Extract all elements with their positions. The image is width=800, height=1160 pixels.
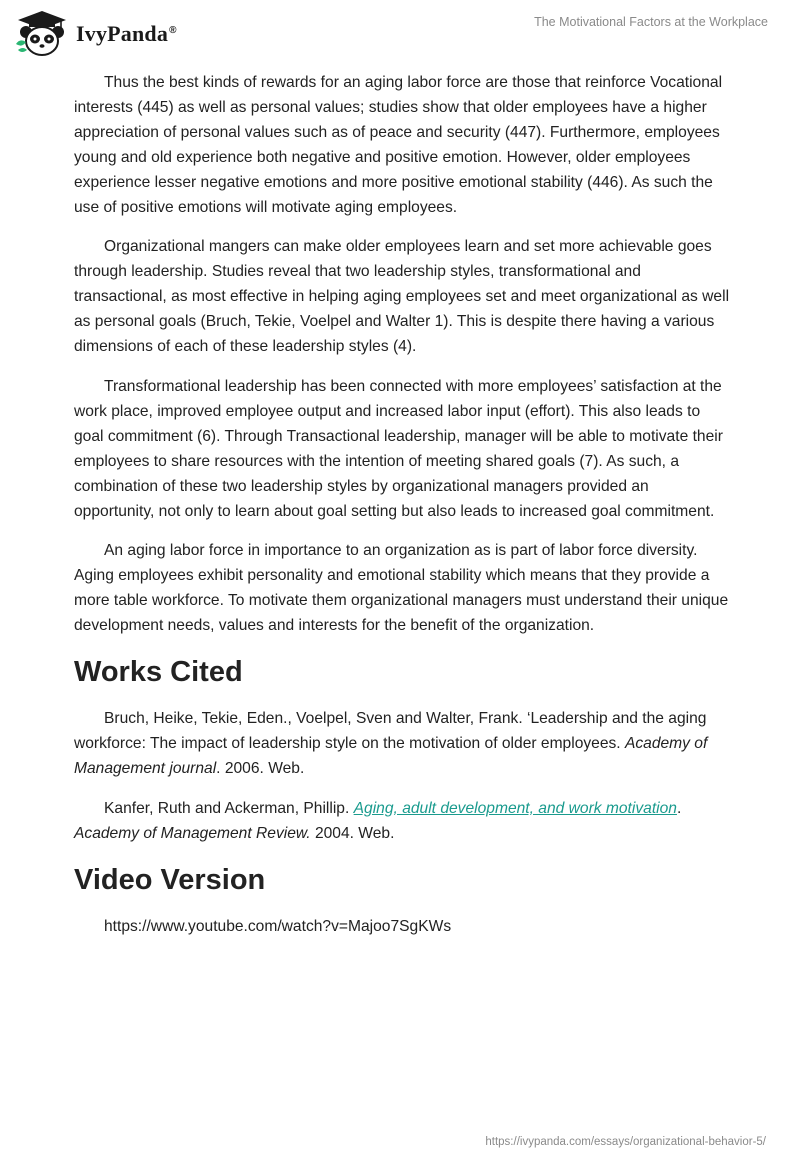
works-cited-heading: Works Cited [74,656,243,689]
panda-logo-icon [14,8,70,58]
citation-separator: . [676,799,682,817]
body-paragraph-4: An aging labor force in importance to an organization as is part of labor force diversity. Aging employees exhibit personality and emotional stability which means that they provide a more table workforce. To motivate them organizational managers must understand their unique development needs, values and interests for the benefit of the organization. [74,542,729,635]
ivypanda-logo[interactable] [14,8,177,58]
logo-text: IvyPanda® [76,21,177,46]
body-paragraph-3: Transformational leadership has been connected with more employees’ satisfaction at the work place, improved employee output and increased labor input (effort). This also leads to goal commitment (6). Through Transactional leadership, manager will be able to motivate their employees to share resources with the intention of meeting shared goals (7). As such, a combination of these two leadership styles by organizational managers provided an opportunity, not only to learn about goal setting but also leads to increased goal commitment. [74,377,723,520]
document-title: The Motivational Factors at the Workplace [534,15,768,29]
page-header [0,0,800,64]
citation-link[interactable]: Aging, adult development, and work motivation [353,799,677,817]
body-paragraph-1: Thus the best kinds of rewards for an aging labor force are those that reinforce Vocational interests (445) as well as personal values; studies show that older employees have a higher appreciation of personal values such as of peace and security (447). Furthermore, employees young and old experience both negative and positive emotion. However, older employees experience lesser negative emotions and more positive emotional stability (446). As such the use of positive emotions will motivate aging employees. [74,74,723,216]
citation-journal: Academy of Management journal [74,734,708,777]
video-url[interactable]: https://www.youtube.com/watch?v=Majoo7SgKWs [104,917,452,935]
citation-text: Bruch, Heike, Tekie, Eden., Voelpel, Sven and Walter, Frank. ‘Leadership and the aging workforce: The impact of leadership style on the motivation of older employees. [74,710,707,752]
body-paragraph-2: Organizational mangers can make older employees learn and set more achievable goes through leadership. Studies reveal that two leadership styles, transformational and transactional, as most effective in helping aging employees set and meet organizational as well as personal goals (Bruch, Tekie, Voelpel and Walter 1). This is despite there having a various dimensions of each of these leadership styles (4). [74,238,730,356]
citation-tail: 2004. Web. [310,824,395,842]
citation-text: Kanfer, Ruth and Ackerman, Phillip. [104,799,354,817]
citation-entry-1 [74,707,730,782]
citation-tail: . 2006. Web. [216,759,305,777]
citation-journal: Academy of Management Review. [74,824,311,842]
registered-mark: ® [169,24,177,36]
citation-entry-2 [74,797,730,847]
video-version-heading: Video Version [74,863,266,896]
footer-source-url[interactable]: https://ivypanda.com/essays/organizational-behavior-5/ [485,1136,766,1148]
essay-content [74,71,730,954]
